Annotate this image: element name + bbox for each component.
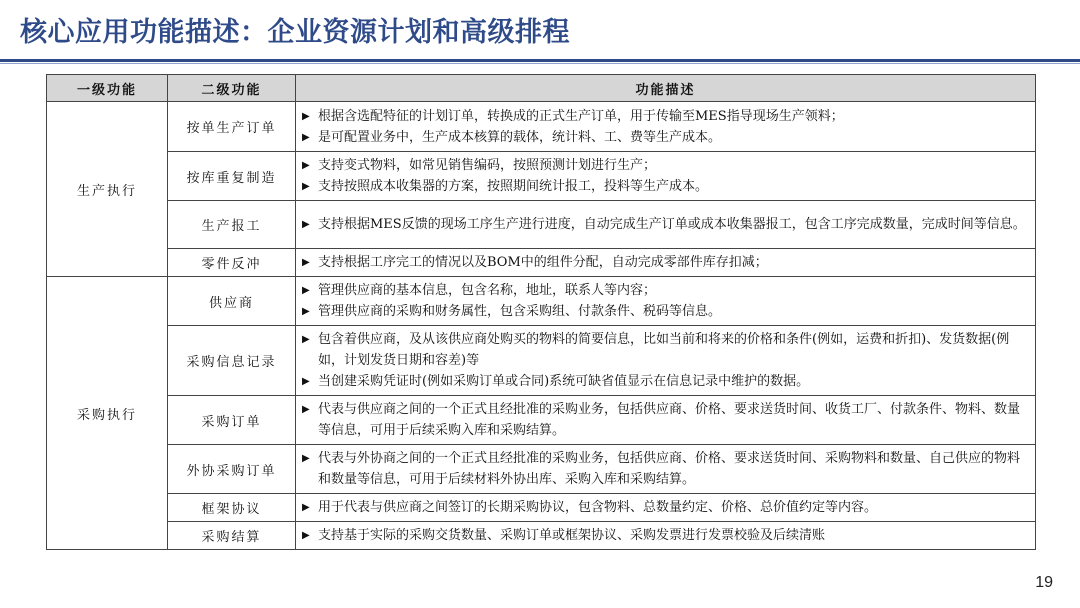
page-number: 19 [1035,574,1053,591]
description-cell [296,445,1036,494]
description-line: ▶ 管理供应商的采购和财务属性，包含采购组、付款条件、税码等信息。 [302,301,1029,322]
level2-cell: 采购结算 [168,522,296,550]
description-cell [296,201,1036,249]
table-row [47,277,1036,326]
table-row [47,102,1036,152]
description-line: ▶ 用于代表与供应商之间签订的长期采购协议，包含物料、总数量约定、价格、总价值约定等内容。 [302,497,1029,518]
table-row [47,201,1036,249]
level2-cell: 供应商 [168,277,296,326]
table-row [47,152,1036,201]
header-level2: 二级功能 [168,75,296,102]
level1-cell: 生产执行 [47,102,168,277]
level2-cell: 框架协议 [168,494,296,522]
description-line: ▶ 支持根据工序完工的情况以及BOM中的组件分配，自动完成零部件库存扣减； [302,252,1029,273]
function-table [46,74,1036,550]
description-line: ▶ 支持变式物料，如常见销售编码，按照预测计划进行生产； [302,155,1029,176]
description-cell [296,249,1036,277]
level2-cell: 采购信息记录 [168,326,296,396]
level2-cell: 外协采购订单 [168,445,296,494]
table-row [47,522,1036,550]
level2-cell: 按库重复制造 [168,152,296,201]
description-line: ▶ 支持按照成本收集器的方案，按照期间统计报工，投料等生产成本。 [302,176,1029,197]
table-row [47,396,1036,445]
level1-cell: 采购执行 [47,277,168,550]
table-row [47,445,1036,494]
description-line: ▶ 代表与外协商之间的一个正式且经批准的采购业务，包括供应商、价格、要求送货时间、采购物料和数量、自己供应的物料和数量等信息，可用于后续材料外协出库、采购入库和采购结算。 [302,448,1029,490]
description-line: ▶ 管理供应商的基本信息，包含名称，地址，联系人等内容； [302,280,1029,301]
description-cell [296,152,1036,201]
header-level1: 一级功能 [47,75,168,102]
level2-cell: 按单生产订单 [168,102,296,152]
table-row [47,249,1036,277]
description-cell [296,102,1036,152]
description-cell [296,522,1036,550]
description-cell [296,396,1036,445]
description-line: ▶ 是可配置业务中，生产成本核算的载体，统计料、工、费等生产成本。 [302,127,1029,148]
description-line: ▶ 包含着供应商，及从该供应商处购买的物料的简要信息，比如当前和将来的价格和条件(例如，运费和折扣)、发货数据(例如，计划发货日期和容差)等 [302,329,1029,371]
header-description: 功能描述 [296,75,1036,102]
table-row [47,326,1036,396]
level2-cell: 零件反冲 [168,249,296,277]
page-title: 核心应用功能描述：企业资源计划和高级排程 [20,17,570,48]
level2-cell: 生产报工 [168,201,296,249]
description-line: ▶ 根据含选配特征的计划订单，转换成的正式生产订单，用于传输至MES指导现场生产领料； [302,106,1029,127]
description-cell [296,494,1036,522]
title-divider-thin [0,63,1080,64]
description-cell [296,277,1036,326]
table-row [47,494,1036,522]
description-line: ▶ 当创建采购凭证时(例如采购订单或合同)系统可缺省值显示在信息记录中维护的数据。 [302,371,1029,392]
description-line: ▶ 支持基于实际的采购交货数量、采购订单或框架协议、采购发票进行发票校验及后续清账 [302,525,1029,546]
description-line: ▶ 代表与供应商之间的一个正式且经批准的采购业务，包括供应商、价格、要求送货时间、收货工厂、付款条件、物料、数量等信息，可用于后续采购入库和采购结算。 [302,399,1029,441]
table-header-row [47,75,1036,102]
level2-cell: 采购订单 [168,396,296,445]
description-cell [296,326,1036,396]
title-divider [0,59,1080,62]
description-line: ▶ 支持根据MES反馈的现场工序生产进行进度，自动完成生产订单或成本收集器报工，包含工序完成数量，完成时间等信息。 [302,214,1029,235]
